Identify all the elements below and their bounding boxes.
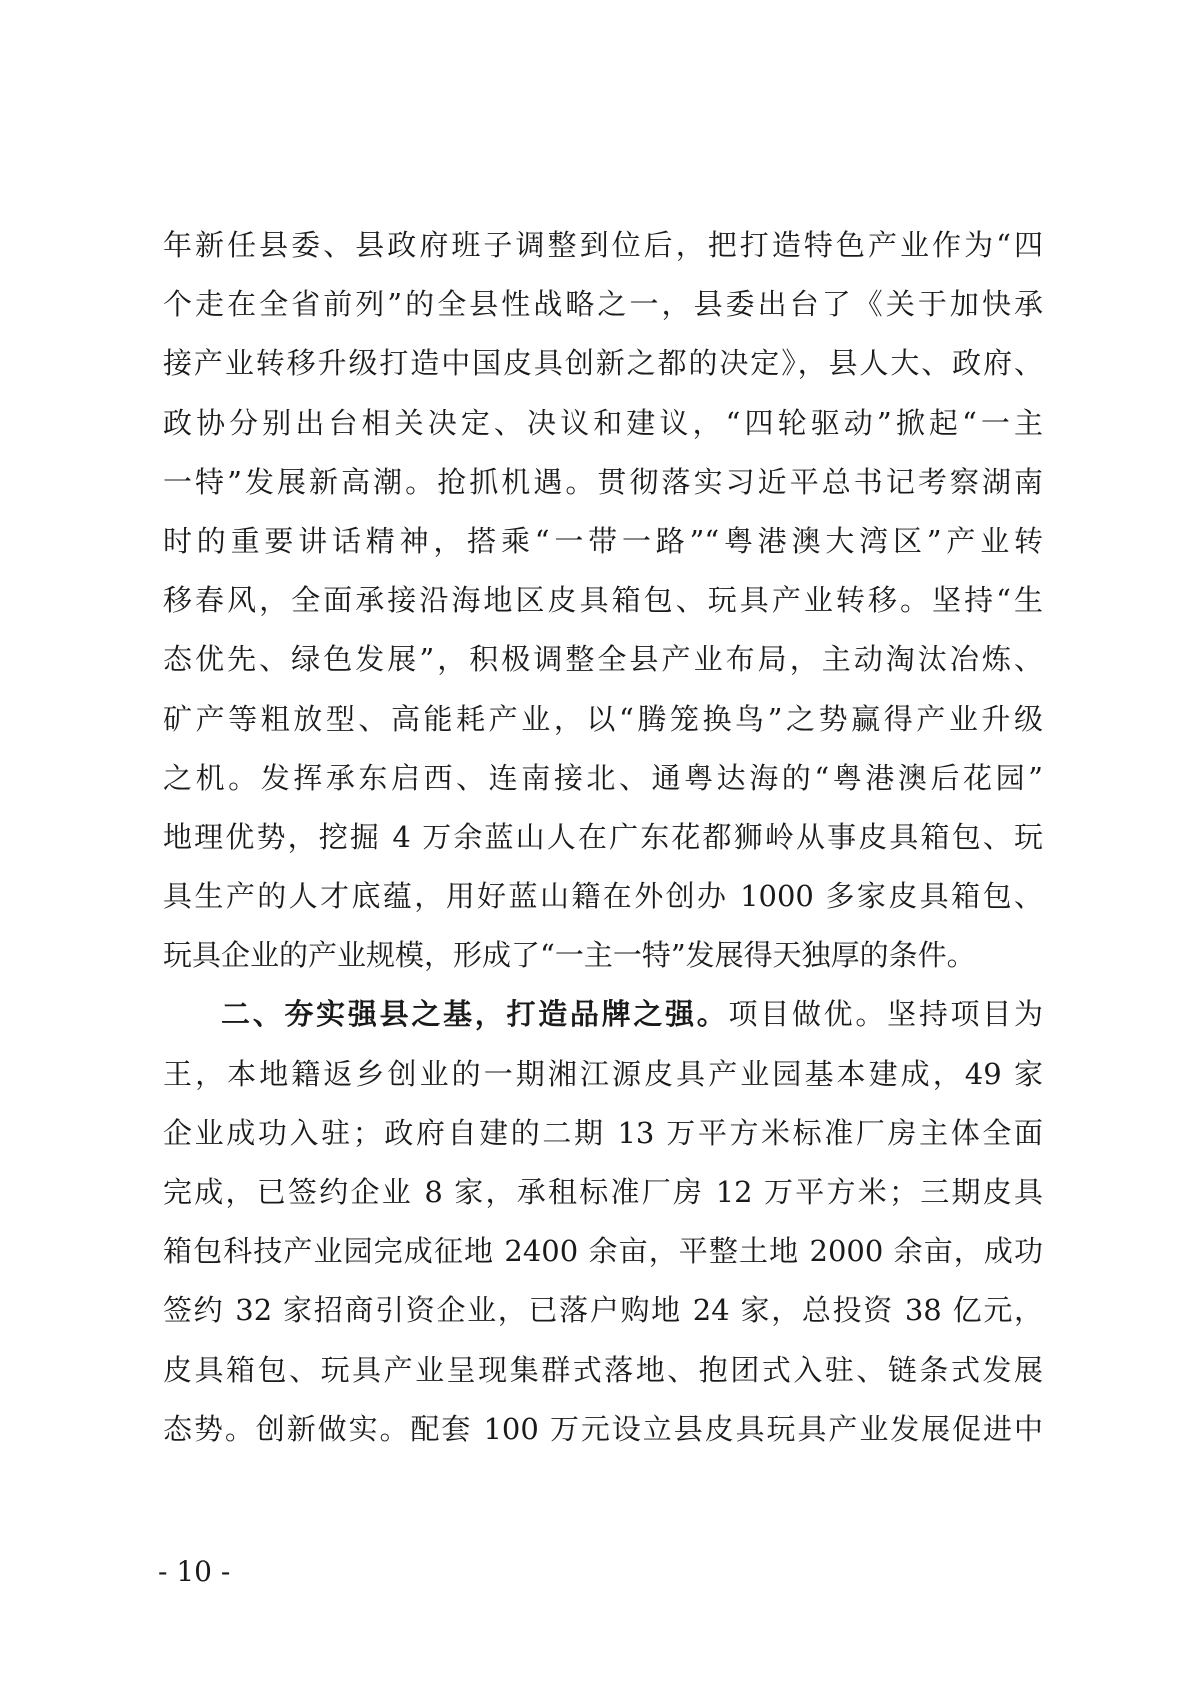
text-line: 态势。创新做实。配套 100 万元设立县皮具玩具产业发展促进中: [163, 1411, 1043, 1446]
text-line: 接产业转移升级打造中国皮具创新之都的决定》，县人大、政府、: [163, 346, 1043, 381]
text-line: 矿产等粗放型、高能耗产业，以“腾笼换鸟”之势赢得产业升级: [163, 701, 1043, 736]
text-line: 时的重要讲话精神，搭乘“一带一路”“粤港澳大湾区”产业转: [163, 523, 1043, 558]
text-line: 地理优势，挖掘 4 万余蓝山人在广东花都狮岭从事皮具箱包、玩: [163, 819, 1043, 854]
body-text: [163, 216, 1043, 1459]
text-line: 个走在全省前列”的全县性战略之一，县委出台了《关于加快承: [163, 287, 1043, 322]
section-first-line: [163, 985, 1043, 1044]
text-line: 签约 32 家招商引资企业，已落户购地 24 家，总投资 38 亿元，: [163, 1293, 1043, 1328]
text-line: 企业成功入驻；政府自建的二期 13 万平方米标准厂房主体全面: [163, 1115, 1043, 1150]
page-number: - 10 -: [158, 1555, 231, 1588]
text-line: 皮具箱包、玩具产业呈现集群式落地、抱团式入驻、链条式发展: [163, 1352, 1043, 1387]
text-line: 一特”发展新高潮。抢抓机遇。贯彻落实习近平总书记考察湖南: [163, 464, 1043, 499]
text-line: 箱包科技产业园完成征地 2400 余亩，平整土地 2000 余亩，成功: [163, 1234, 1043, 1269]
text-line: 年新任县委、县政府班子调整到位后，把打造特色产业作为“四: [163, 228, 1043, 262]
text-line: 玩具企业的产业规模，形成了“一主一特”发展得天独厚的条件。: [163, 938, 976, 973]
section-heading: 二、夯实强县之基，打造品牌之强。: [221, 997, 729, 1032]
text-line: 之机。发挥承东启西、连南接北、通粤达海的“粤港澳后花园”: [163, 760, 1043, 795]
text-line: 移春风，全面承接沿海地区皮具箱包、玩具产业转移。坚持“生: [163, 583, 1043, 618]
text-line: 王，本地籍返乡创业的一期湘江源皮具产业园基本建成，49 家: [163, 1056, 1043, 1091]
text-line: 政协分别出台相关决定、决议和建议，“四轮驱动”掀起“一主: [163, 405, 1043, 440]
text-line: 态优先、绿色发展”，积极调整全县产业布局，主动淘汰冶炼、: [163, 642, 1043, 677]
text-line: 完成，已签约企业 8 家，承租标准厂房 12 万平方米；三期皮具: [163, 1175, 1043, 1209]
text-line: 具生产的人才底蕴，用好蓝山籍在外创办 1000 多家皮具箱包、: [163, 879, 1043, 914]
section-first-line-text: 项目做优。坚持项目为: [728, 997, 1043, 1032]
